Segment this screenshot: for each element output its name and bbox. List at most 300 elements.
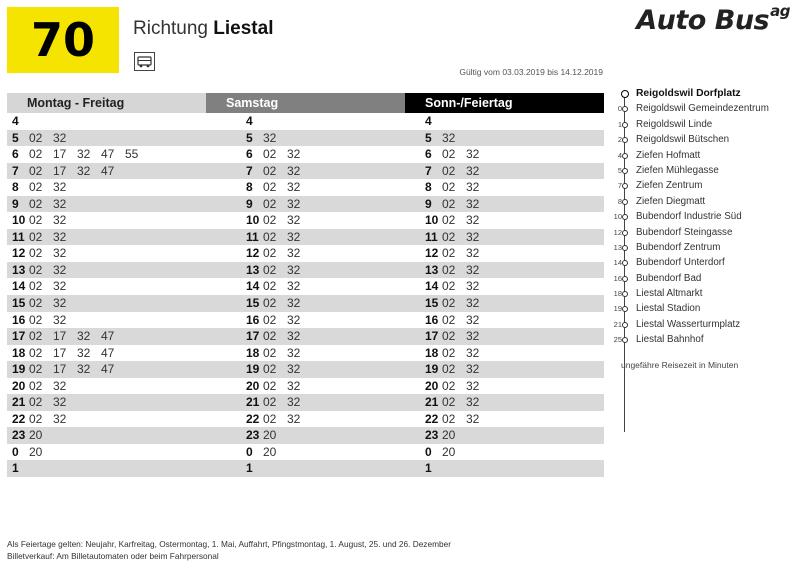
hour-label: 6 [246, 147, 253, 162]
departure-minute: 47 [101, 147, 115, 162]
stop-travel-time: 21 [613, 319, 622, 329]
departure-minute: 32 [53, 395, 67, 410]
departure-minute: 32 [466, 163, 480, 178]
stop-name: Ziefen Zentrum [636, 180, 703, 192]
hour-label: 1 [12, 461, 19, 476]
departures-saturday [206, 312, 405, 329]
departures-saturday [206, 212, 405, 229]
departure-minute: 02 [263, 312, 277, 327]
departures-weekday [7, 245, 206, 262]
departure-minute: 32 [53, 196, 67, 211]
departure-minute: 02 [29, 378, 43, 393]
departures-weekday [7, 229, 206, 246]
departure-minute: 32 [466, 229, 480, 244]
hour-label: 23 [246, 428, 260, 443]
departure-minute: 32 [466, 147, 480, 162]
column-header-weekday: Montag - Freitag [7, 93, 206, 113]
stop-name: Ziefen Diegmatt [636, 195, 706, 207]
departure-minute: 32 [287, 147, 301, 162]
departures-sunday [405, 427, 604, 444]
departure-minute: 32 [287, 312, 301, 327]
timetable-row [7, 113, 604, 130]
departure-minute: 20 [263, 428, 277, 443]
departure-minute: 32 [466, 196, 480, 211]
hour-label: 8 [246, 180, 253, 195]
timetable-row [7, 295, 604, 312]
departures-saturday [206, 361, 405, 378]
hour-label: 21 [425, 395, 439, 410]
departure-minute: 32 [53, 246, 67, 261]
route-stop [612, 225, 797, 240]
start-stop-icon [621, 90, 629, 98]
timetable-header [7, 93, 604, 113]
departures-weekday [7, 130, 206, 147]
hour-label: 22 [12, 411, 26, 426]
timetable-row [7, 146, 604, 163]
route-stop [612, 271, 797, 286]
departures-sunday [405, 460, 604, 477]
departures-sunday [405, 278, 604, 295]
hour-label: 18 [12, 345, 26, 360]
departure-minute: 02 [263, 362, 277, 377]
departures-saturday [206, 394, 405, 411]
validity-period: Gültig vom 03.03.2019 bis 14.12.2019 [459, 67, 603, 77]
stop-name: Bubendorf Industrie Süd [636, 211, 742, 223]
route-stop [612, 240, 797, 255]
stop-dot-icon [622, 106, 628, 112]
stop-name: Ziefen Hofmatt [636, 149, 701, 161]
departure-minute: 32 [466, 345, 480, 360]
departures-saturday [206, 278, 405, 295]
hour-label: 23 [425, 428, 439, 443]
departures-sunday [405, 345, 604, 362]
departure-minute: 02 [29, 180, 43, 195]
departure-minute: 02 [263, 378, 277, 393]
stop-dot-icon [622, 276, 628, 282]
stop-name: Reigoldswil Gemeindezentrum [636, 103, 769, 115]
departure-minute: 32 [287, 196, 301, 211]
route-stop [612, 301, 797, 316]
departure-minute: 02 [29, 213, 43, 228]
departure-minute: 17 [53, 147, 67, 162]
hour-label: 21 [246, 395, 260, 410]
departure-minute: 32 [287, 262, 301, 277]
hour-label: 20 [246, 378, 260, 393]
hour-label: 18 [425, 345, 439, 360]
stop-name: Ziefen Mühlegasse [636, 164, 719, 176]
stop-travel-time: 19 [613, 304, 622, 314]
departure-minute: 20 [29, 428, 43, 443]
departures-saturday [206, 328, 405, 345]
stop-travel-time: 2 [617, 135, 622, 145]
departure-minute: 32 [263, 130, 277, 145]
departures-saturday [206, 146, 405, 163]
route-stop [612, 332, 797, 347]
departure-minute: 02 [29, 296, 43, 311]
departures-saturday [206, 411, 405, 428]
departure-minute: 32 [466, 378, 480, 393]
departures-weekday [7, 179, 206, 196]
departures-sunday [405, 179, 604, 196]
departure-minute: 32 [287, 279, 301, 294]
stop-name: Liestal Stadion [636, 303, 701, 315]
departures-sunday [405, 245, 604, 262]
departure-minute: 02 [263, 180, 277, 195]
departures-saturday [206, 245, 405, 262]
stop-dot-icon [622, 183, 628, 189]
departure-minute: 02 [263, 246, 277, 261]
timetable-row [7, 130, 604, 147]
stop-name: Bubendorf Steingasse [636, 226, 733, 238]
timetable-row [7, 262, 604, 279]
hour-label: 20 [12, 378, 26, 393]
departure-minute: 02 [263, 395, 277, 410]
hour-label: 0 [246, 444, 253, 459]
departures-sunday [405, 312, 604, 329]
departure-minute: 02 [442, 147, 456, 162]
timetable-row [7, 212, 604, 229]
departures-saturday [206, 229, 405, 246]
departure-minute: 17 [53, 163, 67, 178]
travel-time-note: ungefähre Reisezeit in Minuten [621, 360, 739, 370]
stop-travel-time: 1 [617, 119, 622, 129]
hour-label: 13 [425, 262, 439, 277]
departure-minute: 32 [77, 147, 91, 162]
timetable-row [7, 394, 604, 411]
departures-weekday [7, 312, 206, 329]
footer-notes [7, 538, 451, 562]
departures-saturday [206, 427, 405, 444]
departure-minute: 32 [53, 312, 67, 327]
departure-minute: 32 [466, 246, 480, 261]
departure-minute: 20 [442, 444, 456, 459]
hour-label: 7 [12, 163, 19, 178]
departure-minute: 02 [263, 229, 277, 244]
departure-minute: 20 [263, 444, 277, 459]
departure-minute: 32 [287, 329, 301, 344]
hour-label: 15 [425, 296, 439, 311]
departure-minute: 32 [287, 246, 301, 261]
stop-name: Reigoldswil Linde [636, 118, 713, 130]
departures-sunday [405, 361, 604, 378]
departures-saturday [206, 130, 405, 147]
hour-label: 1 [246, 461, 253, 476]
departure-minute: 32 [287, 296, 301, 311]
hour-label: 15 [12, 296, 26, 311]
hour-label: 16 [12, 312, 26, 327]
departures-weekday [7, 444, 206, 461]
departures-saturday [206, 444, 405, 461]
stop-dot-icon [622, 168, 628, 174]
hour-label: 6 [425, 147, 432, 162]
departure-minute: 02 [442, 345, 456, 360]
departures-sunday [405, 196, 604, 213]
timetable-row [7, 312, 604, 329]
stop-dot-icon [622, 322, 628, 328]
departures-saturday [206, 179, 405, 196]
route-stop [612, 255, 797, 270]
stop-travel-time: 10 [613, 212, 622, 222]
departure-minute: 55 [125, 147, 139, 162]
hour-label: 22 [246, 411, 260, 426]
departure-minute: 02 [29, 229, 43, 244]
departure-minute: 32 [53, 279, 67, 294]
hour-label: 11 [425, 229, 438, 244]
departure-minute: 32 [287, 229, 301, 244]
stop-travel-time: 7 [617, 181, 622, 191]
hour-label: 13 [246, 262, 260, 277]
stop-dot-icon [622, 230, 628, 236]
departures-sunday [405, 378, 604, 395]
departure-minute: 02 [263, 163, 277, 178]
departures-weekday [7, 163, 206, 180]
departure-minute: 32 [77, 163, 91, 178]
departures-weekday [7, 394, 206, 411]
hour-label: 17 [12, 329, 26, 344]
hour-label: 8 [425, 180, 432, 195]
departure-minute: 02 [442, 312, 456, 327]
hour-label: 12 [12, 246, 26, 261]
departure-minute: 32 [77, 345, 91, 360]
departures-weekday [7, 460, 206, 477]
autobus-logo [636, 2, 790, 36]
timetable-row [7, 444, 604, 461]
stop-name: Reigoldswil Dorfplatz [636, 88, 741, 99]
stop-dot-icon [622, 199, 628, 205]
departures-sunday [405, 411, 604, 428]
stop-dot-icon [622, 291, 628, 297]
departure-minute: 32 [466, 279, 480, 294]
hour-label: 0 [425, 444, 432, 459]
departure-minute: 02 [442, 329, 456, 344]
departure-minute: 32 [287, 163, 301, 178]
departures-weekday [7, 411, 206, 428]
hour-label: 0 [12, 444, 19, 459]
stop-name: Liestal Altmarkt [636, 288, 703, 300]
stop-dot-icon [622, 214, 628, 220]
stop-travel-time: 16 [613, 273, 622, 283]
stop-travel-time: 8 [617, 196, 622, 206]
stop-travel-time: 14 [613, 258, 622, 268]
departure-minute: 02 [263, 411, 277, 426]
hour-label: 20 [425, 378, 439, 393]
timetable-row [7, 361, 604, 378]
departures-weekday [7, 146, 206, 163]
line-number: 70 [30, 13, 95, 67]
timetable-row [7, 460, 604, 477]
stop-travel-time: 18 [613, 289, 622, 299]
departures-saturday [206, 262, 405, 279]
timetable-row [7, 196, 604, 213]
hour-label: 9 [246, 196, 253, 211]
stop-dot-icon [622, 137, 628, 143]
route-stop [612, 163, 797, 178]
departure-minute: 02 [29, 196, 43, 211]
departure-minute: 32 [53, 296, 67, 311]
departure-minute: 47 [101, 163, 115, 178]
hour-label: 7 [246, 163, 253, 178]
hour-label: 10 [425, 213, 439, 228]
hour-label: 16 [425, 312, 439, 327]
departure-minute: 02 [29, 395, 43, 410]
departure-minute: 02 [29, 130, 43, 145]
departure-minute: 32 [466, 213, 480, 228]
departure-minute: 32 [287, 395, 301, 410]
departures-sunday [405, 229, 604, 246]
hour-label: 6 [12, 147, 19, 162]
hour-label: 16 [246, 312, 260, 327]
line-number-badge [7, 7, 119, 73]
stop-travel-time: 0 [617, 104, 622, 114]
hour-label: 8 [12, 180, 19, 195]
departure-minute: 02 [263, 262, 277, 277]
hour-label: 11 [246, 229, 259, 244]
hour-label: 19 [425, 362, 439, 377]
departure-minute: 02 [263, 345, 277, 360]
brand-suffix: ag [770, 2, 790, 20]
departure-minute: 32 [53, 378, 67, 393]
route-stop [612, 86, 797, 101]
departure-minute: 32 [287, 411, 301, 426]
departure-minute: 32 [442, 130, 456, 145]
bus-icon [134, 52, 155, 71]
departure-minute: 02 [442, 180, 456, 195]
departures-weekday [7, 361, 206, 378]
departure-minute: 32 [466, 262, 480, 277]
timetable-row [7, 163, 604, 180]
departure-minute: 02 [263, 147, 277, 162]
route-stop [612, 101, 797, 116]
departures-weekday [7, 295, 206, 312]
timetable-row [7, 378, 604, 395]
departure-minute: 32 [53, 130, 67, 145]
hour-label: 1 [425, 461, 432, 476]
hour-label: 4 [425, 114, 432, 128]
stop-dot-icon [622, 245, 628, 251]
departures-sunday [405, 146, 604, 163]
stop-name: Bubendorf Zentrum [636, 241, 721, 253]
departure-minute: 02 [29, 262, 43, 277]
hour-label: 5 [246, 130, 253, 145]
hour-label: 18 [246, 345, 260, 360]
departure-minute: 32 [466, 411, 480, 426]
timetable-row [7, 345, 604, 362]
hour-label: 9 [425, 196, 432, 211]
route-stop [612, 286, 797, 301]
departure-minute: 32 [53, 411, 67, 426]
column-header-sunday: Sonn-/Feiertag [405, 93, 604, 113]
departure-minute: 02 [442, 196, 456, 211]
departure-minute: 02 [29, 246, 43, 261]
timetable-row [7, 179, 604, 196]
departure-minute: 32 [466, 395, 480, 410]
departure-minute: 02 [29, 345, 43, 360]
route-stop [612, 117, 797, 132]
departure-minute: 02 [442, 362, 456, 377]
departure-minute: 02 [263, 329, 277, 344]
stop-travel-time: 4 [617, 150, 622, 160]
departures-weekday [7, 196, 206, 213]
departures-sunday [405, 394, 604, 411]
hour-label: 4 [12, 114, 19, 128]
departure-minute: 02 [442, 279, 456, 294]
hour-label: 7 [425, 163, 432, 178]
hour-label: 13 [12, 262, 26, 277]
stop-travel-time: 25 [613, 335, 622, 345]
departures-saturday [206, 113, 405, 130]
departures-sunday [405, 444, 604, 461]
departure-minute: 32 [466, 329, 480, 344]
stops [612, 86, 797, 348]
direction-prefix: Richtung [133, 18, 208, 39]
departure-minute: 20 [29, 444, 43, 459]
departure-minute: 02 [263, 279, 277, 294]
hour-label: 12 [425, 246, 439, 261]
hour-label: 14 [246, 279, 260, 294]
stop-name: Liestal Bahnhof [636, 334, 704, 346]
departure-minute: 32 [53, 229, 67, 244]
departures-weekday [7, 345, 206, 362]
stop-travel-time: 13 [613, 242, 622, 252]
departure-minute: 02 [263, 196, 277, 211]
departure-minute: 20 [442, 428, 456, 443]
departure-minute: 17 [53, 329, 67, 344]
departures-saturday [206, 460, 405, 477]
hour-label: 19 [246, 362, 260, 377]
departures-sunday [405, 130, 604, 147]
departure-minute: 32 [466, 362, 480, 377]
stop-dot-icon [622, 337, 628, 343]
timetable-row [7, 328, 604, 345]
stop-dot-icon [622, 153, 628, 159]
route-stop [612, 209, 797, 224]
departures-sunday [405, 262, 604, 279]
timetable-row [7, 278, 604, 295]
departure-minute: 02 [263, 213, 277, 228]
departures-sunday [405, 328, 604, 345]
route-stop [612, 194, 797, 209]
departure-minute: 02 [442, 378, 456, 393]
route-stop [612, 132, 797, 147]
departure-minute: 17 [53, 362, 67, 377]
departures-saturday [206, 345, 405, 362]
departures-sunday [405, 163, 604, 180]
departure-minute: 32 [466, 296, 480, 311]
stop-travel-time: 5 [617, 165, 622, 175]
departure-minute: 02 [263, 296, 277, 311]
departure-minute: 02 [442, 395, 456, 410]
departure-minute: 47 [101, 329, 115, 344]
route-stop-list [612, 86, 797, 348]
hour-label: 11 [12, 229, 25, 244]
hour-label: 14 [12, 279, 26, 294]
departures-saturday [206, 378, 405, 395]
stop-dot-icon [622, 122, 628, 128]
departures-weekday [7, 328, 206, 345]
hour-label: 12 [246, 246, 260, 261]
hour-label: 21 [12, 395, 26, 410]
departures-weekday [7, 113, 206, 130]
departure-minute: 32 [53, 213, 67, 228]
hour-label: 10 [246, 213, 260, 228]
departure-minute: 32 [53, 262, 67, 277]
departure-minute: 32 [53, 180, 67, 195]
departure-minute: 02 [442, 296, 456, 311]
stop-name: Liestal Wasserturmplatz [636, 318, 741, 330]
hour-label: 17 [425, 329, 439, 344]
departure-minute: 32 [287, 213, 301, 228]
hour-label: 10 [12, 213, 26, 228]
